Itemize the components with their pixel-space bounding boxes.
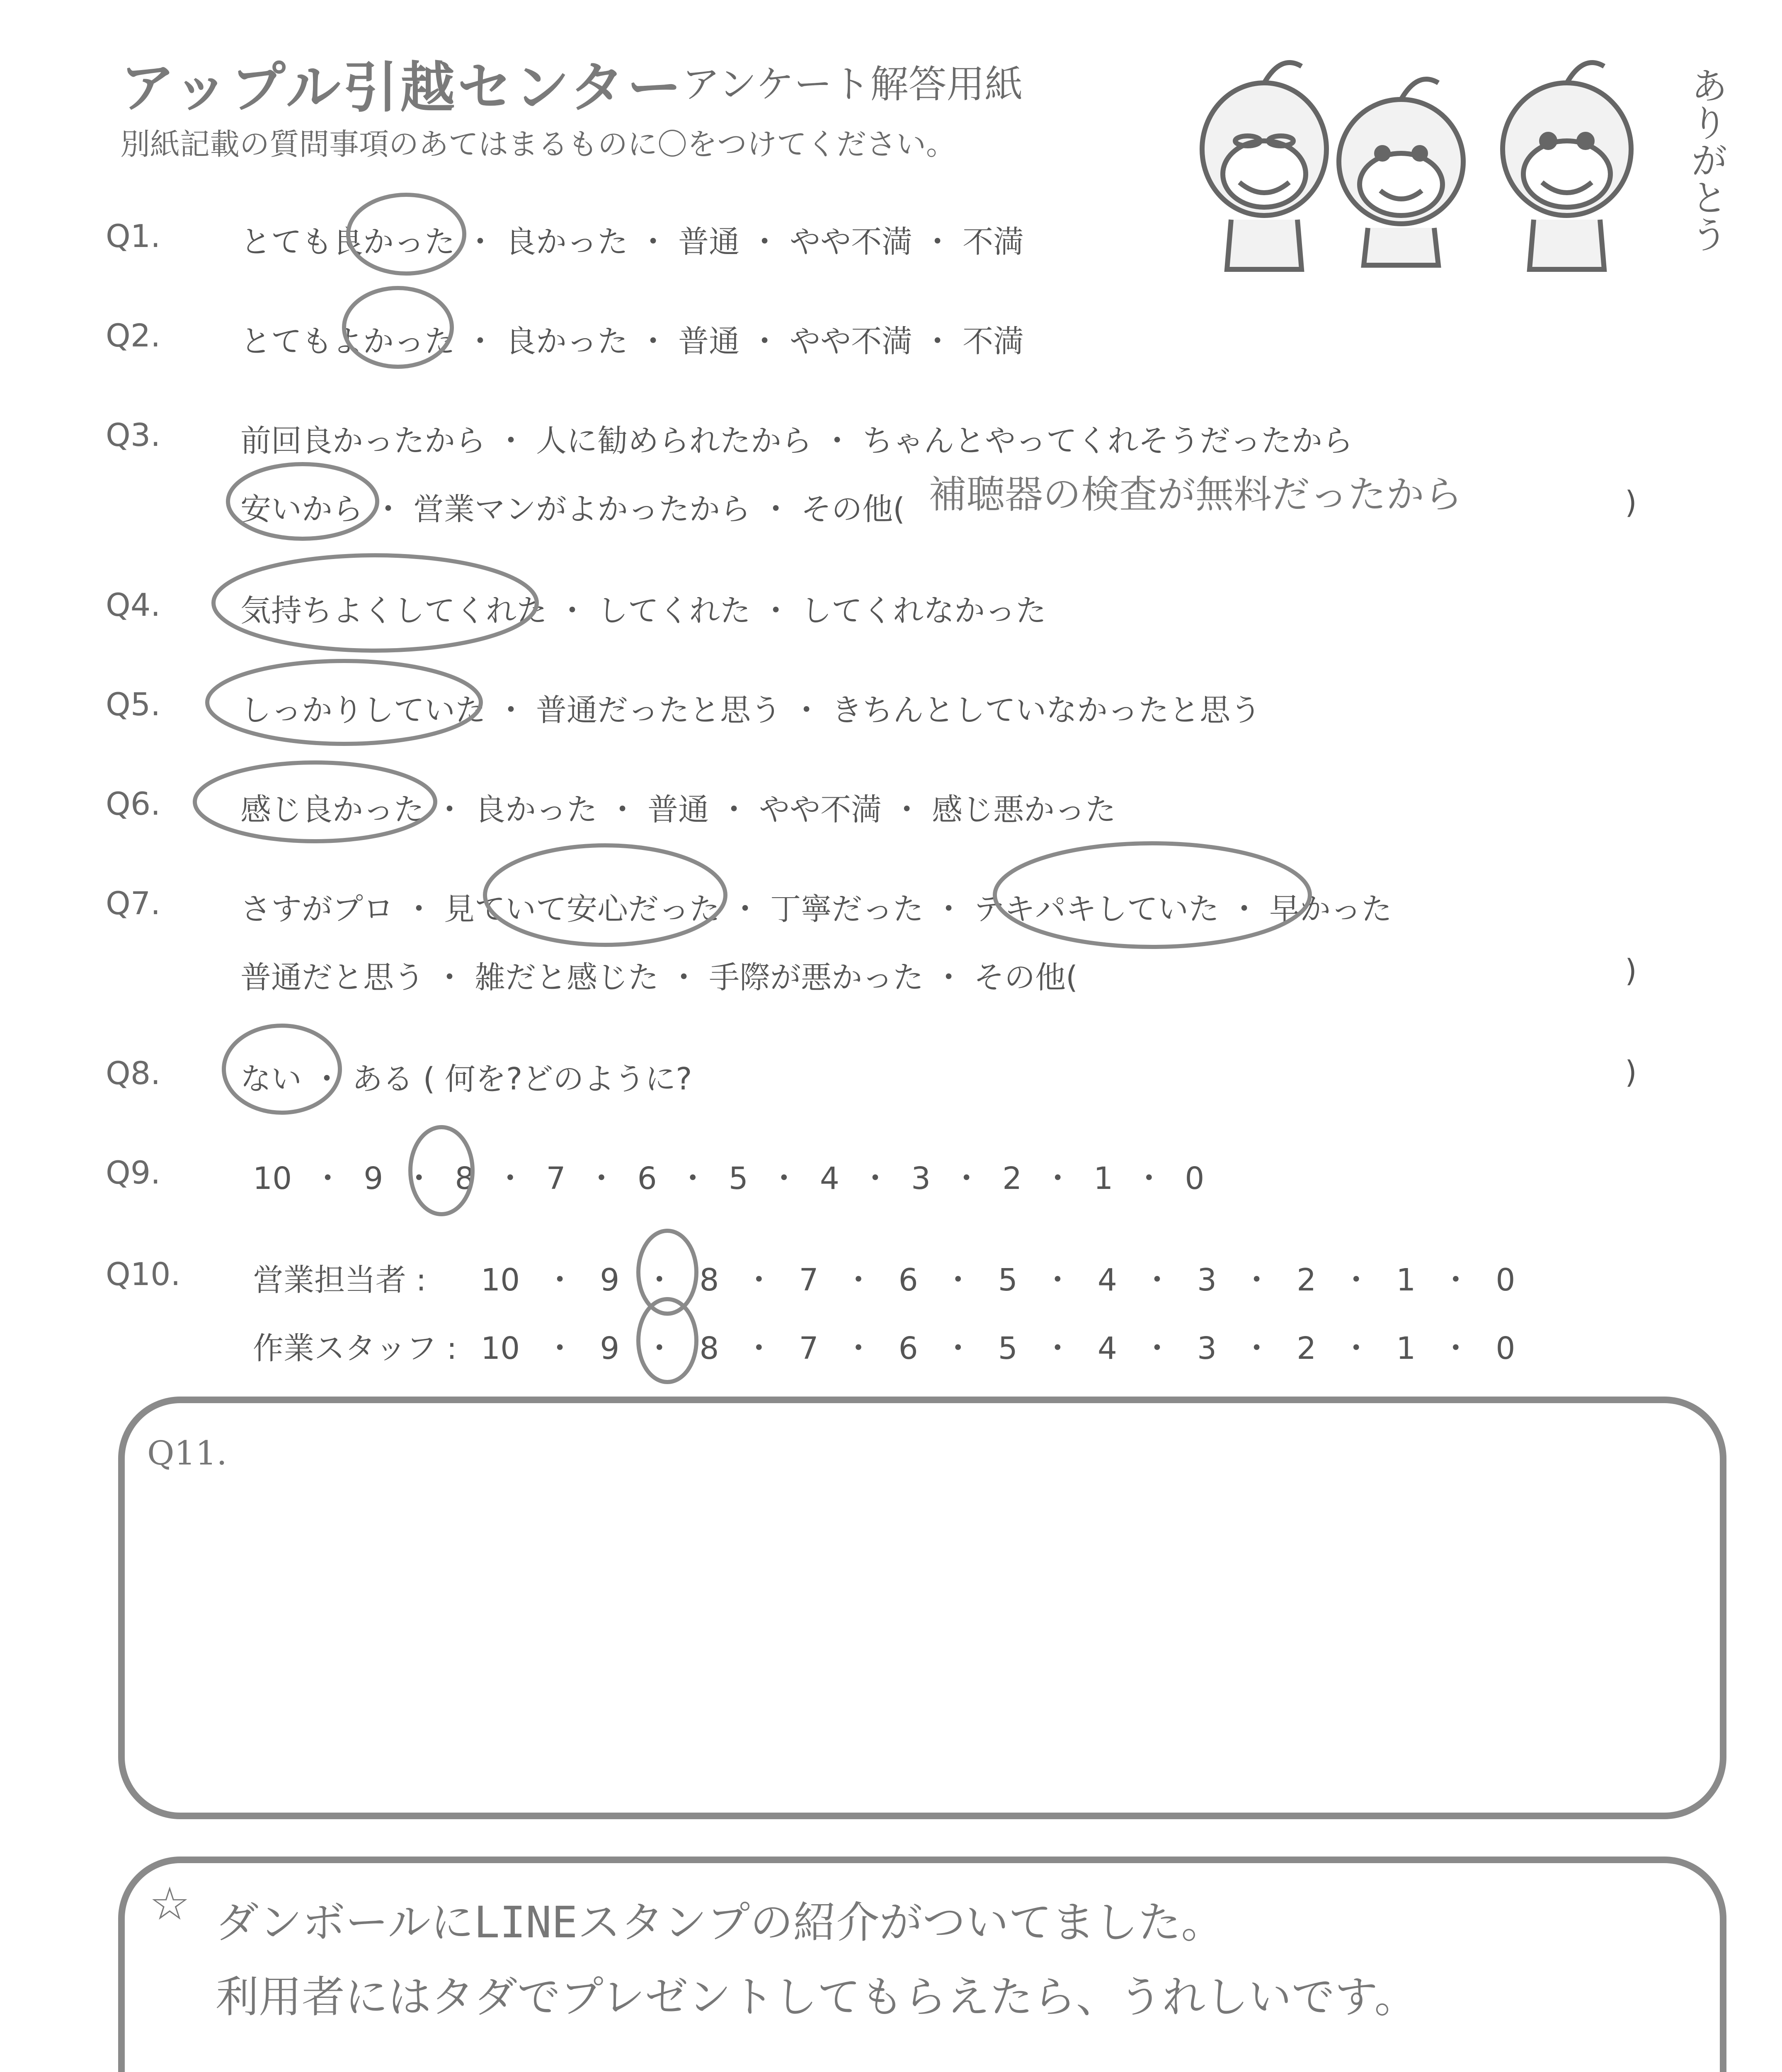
- q10-staff-label: 作業スタッフ :: [253, 1331, 457, 1366]
- q3-answer-circle: [228, 464, 377, 539]
- q4-options: 気持ちよくしてくれた ・ してくれた ・ してくれなかった: [240, 593, 1047, 629]
- q1-label: Q1.: [106, 218, 161, 254]
- q8-answer-circle: [224, 1026, 340, 1113]
- q8-options: ない ・ ある ( 何を?どのように?: [240, 1061, 692, 1097]
- q7-options-line1: さすがプロ ・ 見ていて安心だった ・ 丁寧だった ・ テキパキしていた ・ 早かった: [240, 891, 1392, 927]
- q6-options: 感じ良かった ・ 良かった ・ 普通 ・ やや不満 ・ 感じ悪かった: [240, 792, 1116, 828]
- q6-label: Q6.: [106, 785, 161, 822]
- q4-label: Q4.: [106, 586, 161, 623]
- q1-options: とても良かった ・ 良かった ・ 普通 ・ やや不満 ・ 不満: [240, 224, 1024, 260]
- comment-line-1: ダンボールにLINEスタンプの紹介がついてました。: [216, 1897, 1224, 1948]
- q6-answer-circle: [195, 762, 435, 841]
- q3-close-paren: ): [1625, 485, 1637, 520]
- q5-options: しっかりしていた ・ 普通だったと思う ・ きちんとしていなかったと思う: [240, 692, 1261, 728]
- q2-label: Q2.: [106, 317, 161, 354]
- form-subtitle: アンケート解答用紙: [682, 62, 1023, 107]
- q3-options-line2: 安いから ・ 営業マンがよかったから ・ その他(: [240, 491, 905, 527]
- q10-label: Q10.: [106, 1256, 181, 1293]
- star-icon: ☆: [149, 1877, 190, 1930]
- instruction-text: 別紙記載の質問事項のあてはまるものに〇をつけてください。: [120, 127, 956, 162]
- q3-label: Q3.: [106, 416, 161, 453]
- q7-label: Q7.: [106, 885, 161, 922]
- q7-close-paren: ): [1625, 953, 1637, 989]
- q7-answer-circle: [485, 845, 725, 945]
- q3-other-answer: 補聴器の検査が無料だったから: [929, 472, 1463, 517]
- q2-options: とてもよかった ・ 良かった ・ 普通 ・ やや不満 ・ 不満: [240, 324, 1024, 359]
- q8-close-paren: ): [1625, 1055, 1637, 1090]
- q8-label: Q8.: [106, 1055, 161, 1092]
- q4-answer-circle: [213, 555, 537, 651]
- form-title: アップル引越センター: [120, 56, 684, 120]
- mascot-caption: ありがとう: [1684, 66, 1728, 253]
- q10-sales-scale: 10 ・ 9 ・ 8 ・ 7 ・ 6 ・ 5 ・ 4 ・ 3 ・ 2 ・ 1 ・ 0: [481, 1262, 1515, 1298]
- q7-answer-circle: [995, 843, 1310, 947]
- q5-label: Q5.: [106, 686, 161, 723]
- q1-answer-circle: [348, 195, 464, 274]
- q11-answer-box: [118, 1397, 1726, 1819]
- q7-options-line2: 普通だと思う ・ 雑だと感じた ・ 手際が悪かった ・ その他(: [240, 960, 1078, 995]
- q10-sales-label: 営業担当者 :: [253, 1262, 427, 1298]
- q9-answer-circle: [410, 1127, 473, 1214]
- q10-staff-scale: 10 ・ 9 ・ 8 ・ 7 ・ 6 ・ 5 ・ 4 ・ 3 ・ 2 ・ 1 ・ 0: [481, 1331, 1515, 1366]
- q5-answer-circle: [207, 661, 481, 744]
- q9-scale: 10 ・ 9 ・ 8 ・ 7 ・ 6 ・ 5 ・ 4 ・ 3 ・ 2 ・ 1 ・ 0: [253, 1161, 1205, 1196]
- q11-label: Q11.: [147, 1434, 227, 1472]
- q3-options-line1: 前回良かったから ・ 人に勧められたから ・ ちゃんとやってくれそうだったから: [240, 423, 1353, 459]
- comment-line-2: 利用者にはタダでプレゼントしてもらえたら、うれしいです。: [216, 1972, 1418, 2022]
- q2-answer-circle: [344, 288, 452, 367]
- q9-label: Q9.: [106, 1154, 161, 1191]
